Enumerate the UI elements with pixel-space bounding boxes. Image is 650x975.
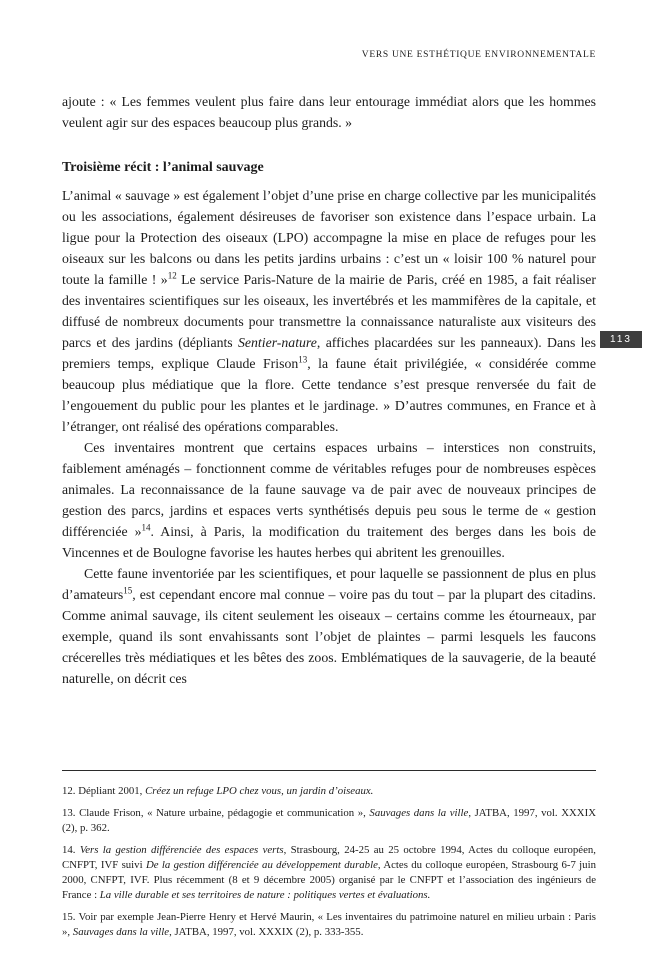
- section-heading: Troisième récit : l’animal sauvage: [62, 160, 264, 175]
- page-number: 113: [610, 334, 632, 345]
- footnote-12: 12. Dépliant 2001, Créez un refuge LPO chez vous, un jardin d’oiseaux.: [62, 785, 374, 797]
- running-head: VERS UNE ESTHÉTIQUE ENVIRONNEMENTALE: [361, 50, 596, 60]
- footnote-14: 14. Vers la gestion différenciée des espaces verts, Strasbourg, 24-25 au 25 octobre 1994, Actes du colloque européen, CNFPT, IVF suivi De la gestion différenciée au développement durable, Actes du colloque européen, Strasbourg 6-7 juin 2000, CNFPT, IVF. Plus récemment (8 et 9 décembre 2005) organisé par le CNFPT et l’association des ingénieurs de France : La ville durable et ses territoires de nature : politiques vertes et évaluations.: [62, 844, 596, 901]
- main-text-block: [62, 91, 596, 689]
- paragraph-1: L’animal « sauvage » est également l’objet d’une prise en charge collective par les municipalités ou les associations, également désireuses de favoriser son existence dans l’espace urbain. La ligue pour la Protection des oiseaux (LPO) accompagne la mise en place de refuges pour les oiseaux sur les balcons ou dans les petits jardins urbains : c’est un « loisir 100 % naturel pour toute la famille ! »$^{12}$ Le service Paris-Nature de la mairie de Paris, créé en 1985, a fait réaliser des inventaires scientifiques sur les oiseaux, les invertébrés et les mammifères de la capitale, et diffusé de nombreux documents pour transmettre la connaissance naturaliste aux visiteurs des parcs et des jardins (dépliants Sentier-nature, affiches placardées sur les panneaux). Dans les premiers temps, explique Claude Frison$^{13}$, la faune était privilégiée, « considérée comme beaucoup plus médiatique que la flore. Cette tendance s’est presque renversée du fait de l’engouement du public pour les plantes et le jardinage. » D’autres communes, en France et à l’étranger, ont réalisé des opérations comparables.: [62, 188, 597, 434]
- footnotes-block: [62, 770, 596, 947]
- footnote-rule: [62, 770, 596, 771]
- intro-paragraph: ajoute : « Les femmes veulent plus faire dans leur entourage immédiat alors que les hommes veulent agir sur des espaces beaucoup plus grands. »: [62, 94, 596, 130]
- paragraph-2: Ces inventaires montrent que certains espaces urbains – interstices non construits, faiblement aménagés – fonctionnent comme de véritables refuges pour de nombreuses espèces animales. La reconnaissance de la faune sauvage va de pair avec de nouveaux principes de gestion des parcs, jardins et espaces verts synthétisés depuis peu sous le terme de « gestion différenciée »$^{14}$. Ainsi, à Paris, la modification du traitement des berges dans les bois de Vincennes et de Boulogne favorise les hautes herbes qui abritent les grenouilles.: [62, 440, 597, 560]
- footnote-13: 13. Claude Frison, « Nature urbaine, pédagogie et communication », Sauvages dans la ville, JATBA, 1997, vol. XXXIX (2), p. 362.: [62, 807, 596, 834]
- footnote-15: 15. Voir par exemple Jean-Pierre Henry et Hervé Maurin, « Les inventaires du patrimoine naturel en milieu urbain : Paris », Sauvages dans la ville, JATBA, 1997, vol. XXXIX (2), p. 333-355.: [62, 911, 596, 938]
- page-number-badge: [600, 331, 642, 348]
- paragraph-3: Cette faune inventoriée par les scientifiques, et pour laquelle se passionnent de plus en plus d’amateurs$^{15}$, est cependant encore mal connue – voire pas du tout – par la plupart des citadins. Comme animal sauvage, ils citent seulement les oiseaux – certains comme les étourneaux, par exemple, quand ils sont envahissants sont l’objet de plaintes – parmi lesquels les faucons crécerelles très médiatiques et les bêtes des zoos. Emblématiques de la sauvagerie, de la beauté naturelle, on décrit ces: [62, 566, 596, 686]
